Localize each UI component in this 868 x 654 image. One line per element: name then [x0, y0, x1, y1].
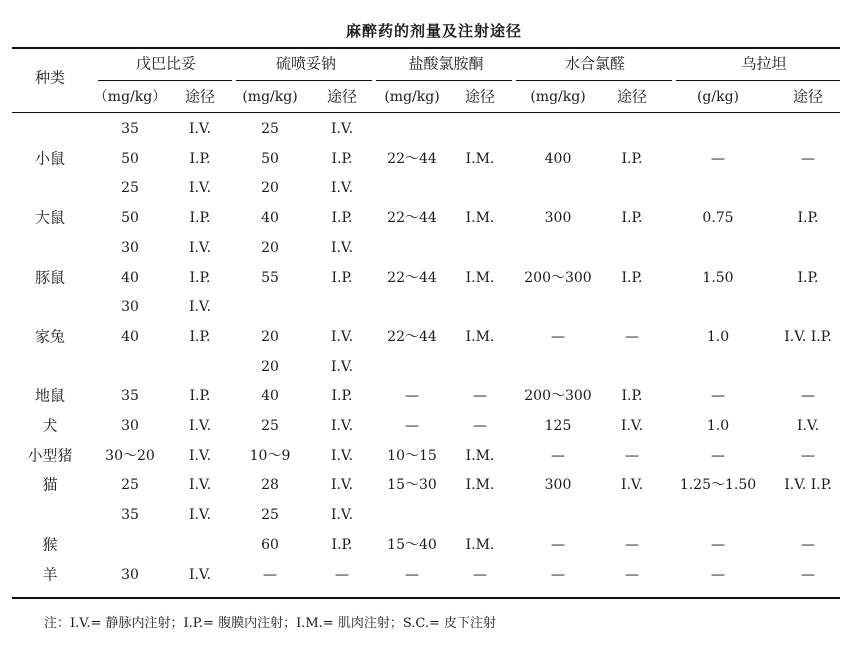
table-cell: — [335, 566, 349, 583]
header-subcolumn: 途径 [326, 87, 358, 106]
table-cell: I.V. [188, 507, 212, 524]
species-cell: 小型猪 [27, 446, 73, 465]
table-cell: 40 [121, 328, 139, 345]
species-cell: 家兔 [34, 327, 66, 346]
table-cell: I.V. [620, 418, 644, 434]
table-cell: I.M. [465, 447, 495, 464]
table-cell: I.V. [188, 299, 212, 316]
table-cell: 125 [544, 418, 572, 434]
table-cell: I.P. [621, 150, 643, 167]
table-cell: 25 [261, 418, 279, 434]
table-title: 麻醉药的剂量及注射途径 [345, 22, 522, 40]
table-cell: I.P. [189, 328, 211, 345]
table-cell: I.V. [620, 477, 644, 494]
table-cell: 50 [121, 150, 139, 167]
table-cell: I.P. [189, 210, 211, 227]
table-cell: I.P. [189, 388, 211, 405]
table-cell: 22～44 [387, 210, 437, 227]
table-cell: I.M. [465, 328, 495, 345]
table-cell: 30～20 [105, 447, 155, 464]
table-cell: I.V. [330, 239, 354, 256]
table-cell: 30 [121, 566, 139, 583]
table-cell: — [551, 536, 565, 553]
table-cell: — [473, 388, 487, 405]
table-cell: I.P. [331, 388, 353, 405]
table-cell: I.V. [330, 180, 354, 197]
species-cell: 地鼠 [34, 386, 66, 405]
table-cell: — [801, 150, 815, 167]
table-cell: 50 [261, 150, 279, 167]
table-cell: — [711, 566, 725, 583]
header-subcolumn: （mg/kg） [93, 89, 167, 105]
table-cell: I.V. [188, 418, 212, 434]
header-drug: 硫喷妥钠 [275, 54, 337, 73]
table-cell: — [711, 388, 725, 405]
table-cell: 15～30 [387, 477, 437, 494]
table-cell: 30 [121, 299, 139, 316]
table-cell: I.P. [797, 269, 819, 286]
table-cell: — [473, 566, 487, 583]
table-cell: I.M. [465, 536, 495, 553]
table-cell: 20 [261, 180, 279, 197]
table-cell: 0.75 [702, 210, 734, 227]
table-cell: 1.0 [706, 418, 730, 434]
table-cell: 25 [261, 507, 279, 524]
table-cell: 200～300 [524, 388, 592, 405]
table-cell: 28 [261, 477, 279, 494]
header-subcolumn: (mg/kg) [530, 89, 586, 105]
table-cell: 1.25～1.50 [679, 477, 757, 494]
table-cell: 22～44 [387, 269, 437, 286]
table-cell: — [551, 328, 565, 345]
table-cell: — [801, 447, 815, 464]
table-cell: 35 [121, 507, 139, 524]
table-cell: I.P. [189, 269, 211, 286]
table-cell: 10～9 [249, 447, 291, 464]
table-cell: — [625, 328, 639, 345]
table-cell: — [801, 388, 815, 405]
table-cell: I.P. [621, 269, 643, 286]
table-cell: 35 [121, 388, 139, 405]
table-cell: 30 [121, 239, 139, 256]
table-cell: 40 [261, 210, 279, 227]
table-cell: 15～40 [387, 536, 437, 553]
table-cell: — [801, 536, 815, 553]
header-drug: 戊巴比妥 [135, 54, 197, 73]
table-cell: 22～44 [387, 150, 437, 167]
species-cell: 豚鼠 [34, 268, 66, 286]
table-cell: — [801, 566, 815, 583]
table-cell: — [263, 566, 277, 583]
table-cell: I.V. [188, 180, 212, 197]
table-cell: I.P. [331, 536, 353, 553]
header-subcolumn: 途径 [616, 87, 648, 106]
table-cell: I.P. [189, 150, 211, 167]
table-cell: 30 [121, 418, 139, 434]
table-cell: I.V. [188, 566, 212, 583]
table-cell: I.P. [331, 269, 353, 286]
table-cell: I.V. I.P. [784, 477, 832, 494]
header-drug-underline [98, 80, 232, 81]
table-cell: — [625, 566, 639, 583]
table-cell: 400 [544, 150, 572, 167]
table-cell: 40 [261, 388, 279, 405]
header-drug-underline [676, 80, 840, 81]
table-cell: — [405, 388, 419, 405]
table-footnote: 注：I.V.= 静脉内注射；I.P.= 腹膜内注射；I.M.= 肌肉注射；S.C.= 皮下注射 [44, 616, 497, 631]
species-cell: 猫 [42, 475, 58, 494]
table-cell: I.V. [796, 418, 820, 434]
table-cell: 22～44 [387, 328, 437, 345]
header-drug-underline [236, 80, 372, 81]
table-cell: 55 [261, 269, 279, 286]
table-cell: 1.50 [702, 269, 734, 286]
table-cell: I.V. I.P. [784, 328, 832, 345]
table-cell: — [405, 418, 419, 434]
table-cell: I.M. [465, 269, 495, 286]
header-subcolumn: (g/kg) [696, 89, 740, 105]
table-cell: I.V. [188, 121, 212, 137]
species-cell: 羊 [42, 565, 58, 583]
table-cell: 20 [261, 358, 279, 375]
table-cell: I.V. [330, 418, 354, 434]
table-cell: 25 [121, 477, 139, 494]
table-cell: I.V. [330, 358, 354, 375]
table-cell: I.V. [330, 507, 354, 524]
table-cell: I.V. [188, 447, 212, 464]
table-cell: — [625, 447, 639, 464]
table-cell: — [551, 566, 565, 583]
header-drug: 乌拉坦 [741, 54, 787, 73]
header-drug-underline [376, 80, 512, 81]
header-drug-underline [516, 80, 672, 81]
table-cell: I.V. [330, 477, 354, 494]
header-subcolumn: 途径 [464, 87, 496, 106]
table-cell: 50 [121, 210, 139, 227]
header-subcolumn: (mg/kg) [384, 89, 440, 105]
table-cell: 10～15 [387, 447, 437, 464]
table-cell: 300 [544, 477, 572, 494]
table-cell: 35 [121, 121, 139, 137]
header-subcolumn: (mg/kg) [242, 89, 298, 105]
table-cell: — [711, 536, 725, 553]
header-subcolumn: 途径 [792, 87, 824, 106]
table-cell: I.P. [331, 210, 353, 227]
header-drug: 水合氯醛 [564, 54, 626, 73]
table-cell: I.P. [621, 388, 643, 405]
table-cell: I.P. [797, 210, 819, 227]
table-cell: I.M. [465, 150, 495, 167]
table-top-rule [12, 47, 840, 49]
table-cell: I.M. [465, 210, 495, 227]
table-cell: I.V. [330, 447, 354, 464]
table-cell: 300 [544, 210, 572, 227]
table-cell: 200～300 [524, 269, 592, 286]
table-cell: I.V. [188, 477, 212, 494]
header-bottom-rule [12, 112, 840, 113]
table-cell: I.V. [330, 121, 354, 137]
table-cell: 20 [261, 328, 279, 345]
table-cell: — [711, 150, 725, 167]
table-cell: 20 [261, 239, 279, 256]
table-cell: I.P. [621, 210, 643, 227]
species-cell: 小鼠 [34, 149, 66, 168]
table-cell: I.M. [465, 477, 495, 494]
table-bottom-rule [12, 597, 840, 599]
table-cell: 25 [261, 121, 279, 137]
header-species: 种类 [34, 68, 66, 87]
table-cell: — [473, 418, 487, 434]
header-subcolumn: 途径 [184, 87, 216, 106]
table-cell: 1.0 [706, 328, 730, 345]
header-drug: 盐酸氯胺酮 [408, 54, 484, 73]
table-cell: 40 [121, 269, 139, 286]
table-cell: 25 [121, 180, 139, 197]
table-cell: — [405, 566, 419, 583]
table-cell: 60 [261, 536, 279, 553]
species-cell: 猴 [42, 535, 58, 554]
species-cell: 犬 [42, 416, 58, 435]
table-cell: — [551, 447, 565, 464]
table-cell: — [711, 447, 725, 464]
table-cell: — [625, 536, 639, 553]
species-cell: 大鼠 [34, 208, 66, 227]
table-cell: I.V. [188, 239, 212, 256]
table-cell: I.V. [330, 328, 354, 345]
table-cell: I.P. [331, 150, 353, 167]
